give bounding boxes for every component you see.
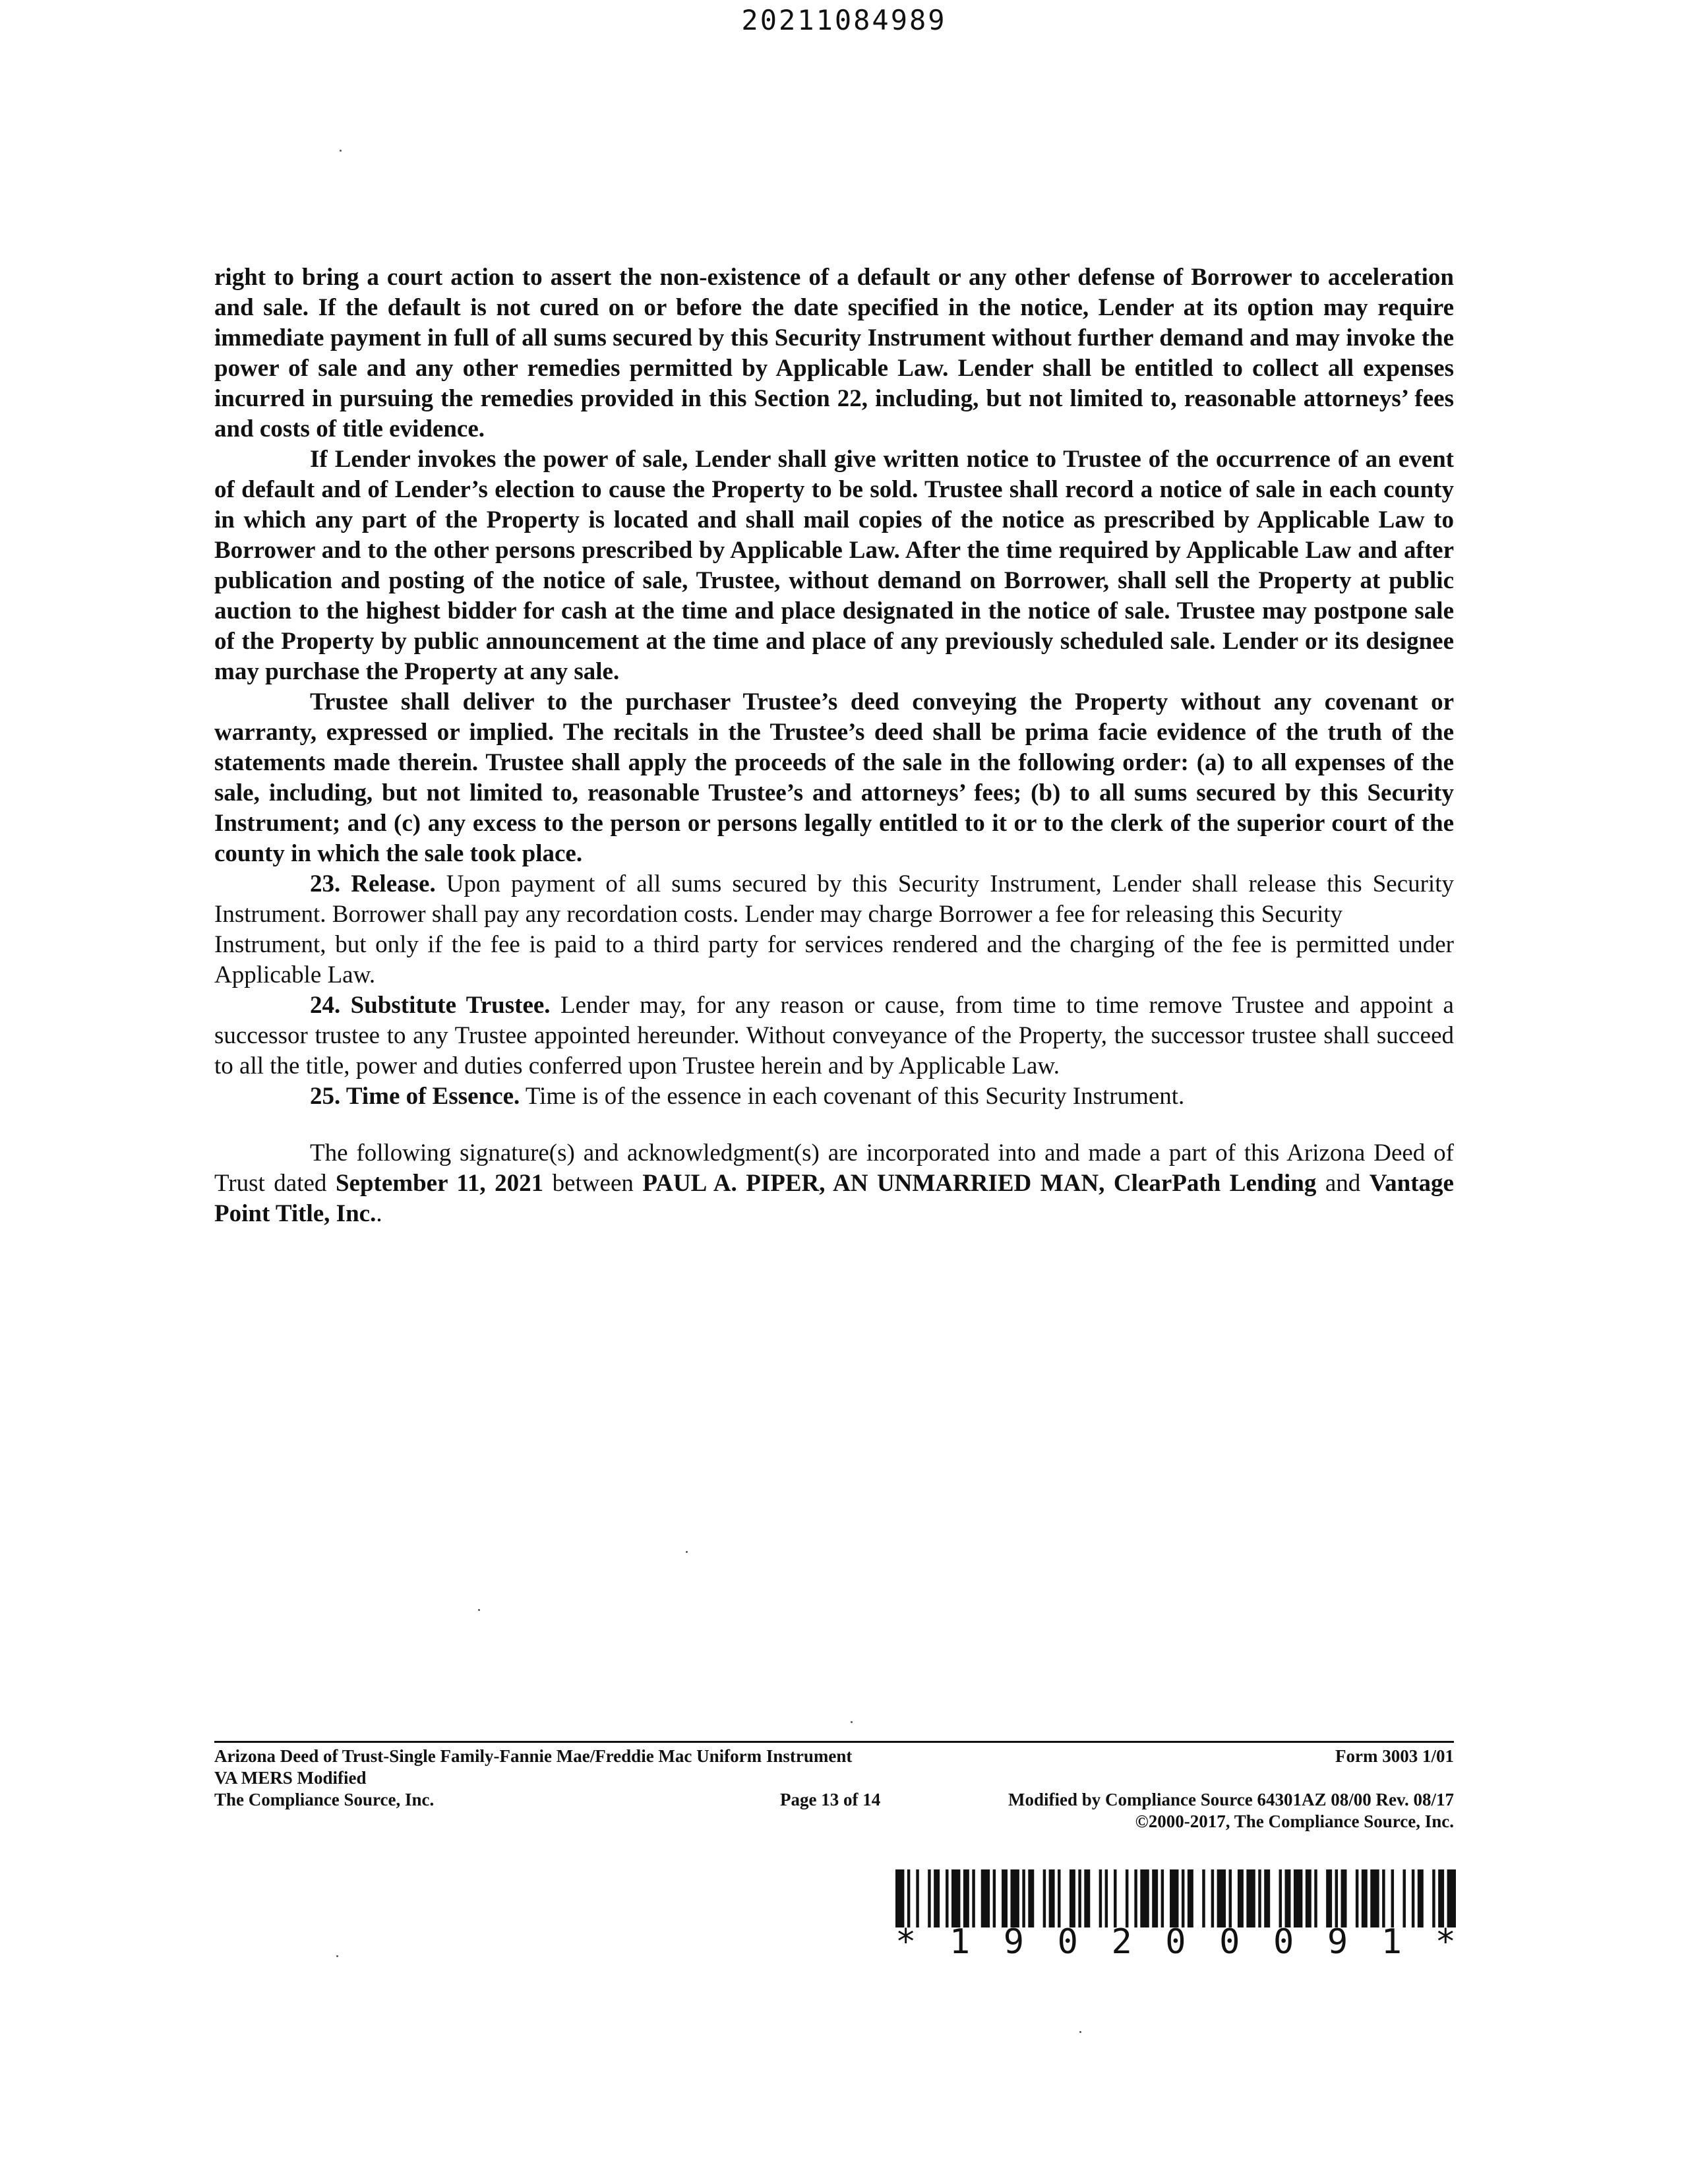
barcode-bar: [1314, 1869, 1317, 1927]
barcode-bar: [1370, 1869, 1379, 1927]
barcode-bar: [1285, 1869, 1291, 1927]
barcode-bar: [1099, 1869, 1102, 1927]
barcode-char: 1: [1381, 1922, 1402, 1962]
footer-form-number: Form 3003 1/01: [1335, 1746, 1454, 1766]
barcode-bar: [1043, 1869, 1046, 1927]
section-25-time-of-essence: [214, 1081, 1454, 1112]
paragraph-power-of-sale: If Lender invokes the power of sale, Lender shall give written notice to Trustee of the occurrence of an event of default and of Lender’s election to cause the Property to be sold. Trustee shall record a notice of sale in each county in which any part of the Property is located and shall mail copies of the notice as prescribed by Applicable Law to Borrower and to the other persons prescribed by Applicable Law. After the time required by Applicable Law and after publication and posting of the notice of sale, Trustee, without demand on Borrower, shall sell the Property at public auction to the highest bidder for cash at the time and place designated in the notice of sale. Trustee may postpone sale of the Property by public announcement at the time and place of any previously scheduled sale. Lender or its designee may purchase the Property at any sale.: [214, 446, 1454, 685]
scan-speck: [1079, 2031, 1081, 2033]
barcode-bar: [895, 1869, 904, 1927]
section-25-text: Time is of the essence in each covenant of this Security Instrument.: [520, 1083, 1185, 1110]
document-body: [214, 262, 1454, 1229]
barcode-bar: [1182, 1869, 1184, 1927]
barcode-bar: [1170, 1869, 1178, 1927]
section-24-heading: 24. Substitute Trustee.: [310, 992, 551, 1019]
barcode-bar: [1335, 1869, 1338, 1927]
page-footer: [214, 1745, 1454, 1833]
barcode-char: *: [895, 1922, 917, 1962]
footer-modified: Modified by Compliance Source 64301AZ 08/00 Rev. 08/17: [1008, 1790, 1454, 1809]
barcode-bar: [1217, 1869, 1226, 1927]
barcode-bar: [1447, 1869, 1456, 1927]
barcode-bar: [1362, 1869, 1368, 1927]
scan-speck: [478, 1609, 480, 1611]
barcode-bar: [1264, 1869, 1270, 1927]
barcode-char: 0: [1165, 1922, 1186, 1962]
barcode-bar: [1246, 1869, 1255, 1927]
barcode-bar: [1105, 1869, 1108, 1927]
trustee-name: Vantage Point Title, Inc.: [214, 1170, 1454, 1227]
barcode-bar: [963, 1869, 969, 1927]
barcode-bar: [1140, 1869, 1149, 1927]
barcode-bar: [1010, 1869, 1019, 1927]
barcode-bar: [1258, 1869, 1261, 1927]
barcode-bar: [1279, 1869, 1282, 1927]
barcode-bar: [1438, 1869, 1444, 1927]
section-23-release: [214, 869, 1454, 930]
barcode-bar: [1238, 1869, 1244, 1927]
barcode-bar: [928, 1869, 930, 1927]
barcode-bar: [1306, 1869, 1311, 1927]
barcode-bar: [1028, 1869, 1034, 1927]
section-23-text: Upon payment of all sums secured by this Security Instrument, Lender shall release this Security Instrument. Borrower shall pay any recordation costs. Lender may charge Borrower a fee for releasing this Security: [214, 870, 1454, 928]
barcode-bar: [1058, 1869, 1060, 1927]
footer-company: The Compliance Source, Inc.: [214, 1790, 435, 1809]
footer-subtitle: VA MERS Modified: [214, 1768, 367, 1788]
barcode-char: *: [1435, 1922, 1456, 1962]
barcode-bar: [1294, 1869, 1302, 1927]
barcode-bar: [1418, 1869, 1424, 1927]
barcode-bar: [1126, 1869, 1128, 1927]
footer-form-title: Arizona Deed of Trust-Single Family-Fannie Mae/Freddie Mac Uniform Instrument: [214, 1746, 853, 1766]
page-number: Page 13 of 14: [780, 1790, 881, 1809]
barcode-bar: [1078, 1869, 1081, 1927]
barcode-bar: [972, 1869, 975, 1927]
barcode-icon: [895, 1869, 1456, 1927]
section-25-heading: 25. Time of Essence.: [310, 1083, 520, 1110]
footer-copyright: ©2000-2017, The Compliance Source, Inc.: [1135, 1811, 1454, 1831]
barcode-text: [895, 1922, 1456, 1962]
barcode-bar: [1341, 1869, 1347, 1927]
barcode-bar: [907, 1869, 910, 1927]
barcode-char: 1: [949, 1922, 971, 1962]
barcode-bar: [946, 1869, 948, 1927]
barcode-bar: [993, 1869, 996, 1927]
barcode-bar: [1134, 1869, 1137, 1927]
scan-speck: [336, 1955, 338, 1957]
barcode-char: 0: [1219, 1922, 1240, 1962]
section-24-text: Lender may, for any reason or cause, from time to time remove Trustee and appoint a successor trustee to any Trustee appointed hereunder. Without conveyance of the Property, the successor trustee shall succeed to all the title, power and duties conferred upon Trustee herein and by Applicable Law.: [214, 992, 1454, 1079]
barcode-bar: [1114, 1869, 1116, 1927]
footer-rule: [214, 1741, 1454, 1743]
barcode-bar: [916, 1869, 919, 1927]
cert-text: between: [543, 1170, 643, 1197]
barcode-bar: [1022, 1869, 1025, 1927]
recording-number: 20211084989: [741, 4, 947, 36]
barcode-bar: [1002, 1869, 1008, 1927]
barcode-bar: [1070, 1869, 1075, 1927]
scan-speck: [686, 1551, 688, 1553]
paragraph-trustee-deed: Trustee shall deliver to the purchaser Trustee’s deed conveying the Property without any covenant or warranty, expressed or implied. The recitals in the Trustee’s deed shall be prima facie evidence of the truth of the statements made therein. Trustee shall apply the proceeds of the sale in the following order: (a) to all expenses of the sale, including, but not limited to, reasonable Trustee’s and attorneys’ fees; (b) to all sums secured by this Security Instrument; and (c) any excess to the person or persons legally entitled to it or to the clerk of the superior court of the county in which the sale took place.: [214, 688, 1454, 867]
barcode-bar: [1084, 1869, 1090, 1927]
barcode-char: 2: [1111, 1922, 1132, 1962]
paragraph-acceleration: right to bring a court action to assert the non-existence of a default or any other defense of Borrower to acceleration and sale. If the default is not cured on or before the date specified in the notice, Lender at its option may require immediate payment in full of all sums secured by this Security Instrument without further demand and may invoke the power of sale and any other remedies permitted by Applicable Law. Lender shall be entitled to collect all expenses incurred in pursuing the remedies provided in this Section 22, including, but not limited to, reasonable attorneys’ fees and costs of title evidence.: [214, 264, 1454, 442]
barcode-bar: [1326, 1869, 1332, 1927]
barcode-bar: [1211, 1869, 1214, 1927]
scan-speck: [340, 150, 342, 152]
section-23-continuation: Instrument, but only if the fee is paid to a third party for services rendered and the charging of the fee is permitted under Applicable Law.: [214, 931, 1454, 988]
barcode-bar: [1202, 1869, 1205, 1927]
deed-date: September 11, 2021: [335, 1170, 544, 1197]
barcode-bar: [934, 1869, 940, 1927]
barcode-bar: [1382, 1869, 1385, 1927]
barcode-bar: [951, 1869, 960, 1927]
barcode-bar: [1188, 1869, 1193, 1927]
barcode-char: 9: [1327, 1922, 1348, 1962]
barcode-bar: [1161, 1869, 1164, 1927]
barcode-bar: [1229, 1869, 1232, 1927]
barcode-bar: [981, 1869, 990, 1927]
cert-text: The following signature(s) and acknowledgment(s) are incorporated into and made a part of this Arizona Deed of Trust dated: [214, 1139, 1454, 1197]
barcode-bar: [1049, 1869, 1055, 1927]
barcode-bar: [1402, 1869, 1405, 1927]
barcode-bar: [1391, 1869, 1394, 1927]
barcode-bar: [1356, 1869, 1358, 1927]
barcode-char: 9: [1003, 1922, 1025, 1962]
borrower-lender-names: PAUL A. PIPER, AN UNMARRIED MAN, ClearPath Lending: [642, 1170, 1317, 1197]
barcode-bar: [1432, 1869, 1435, 1927]
barcode-char: 0: [1273, 1922, 1294, 1962]
barcode-bar: [1152, 1869, 1158, 1927]
scan-speck: [851, 1721, 853, 1723]
barcode-bar: [1412, 1869, 1414, 1927]
section-24-substitute-trustee: [214, 990, 1454, 1081]
cert-text: and: [1316, 1170, 1370, 1197]
section-23-heading: 23. Release.: [310, 870, 436, 897]
cert-text: .: [376, 1200, 382, 1227]
barcode-char: 0: [1057, 1922, 1078, 1962]
signature-incorporation-paragraph: [214, 1138, 1454, 1229]
